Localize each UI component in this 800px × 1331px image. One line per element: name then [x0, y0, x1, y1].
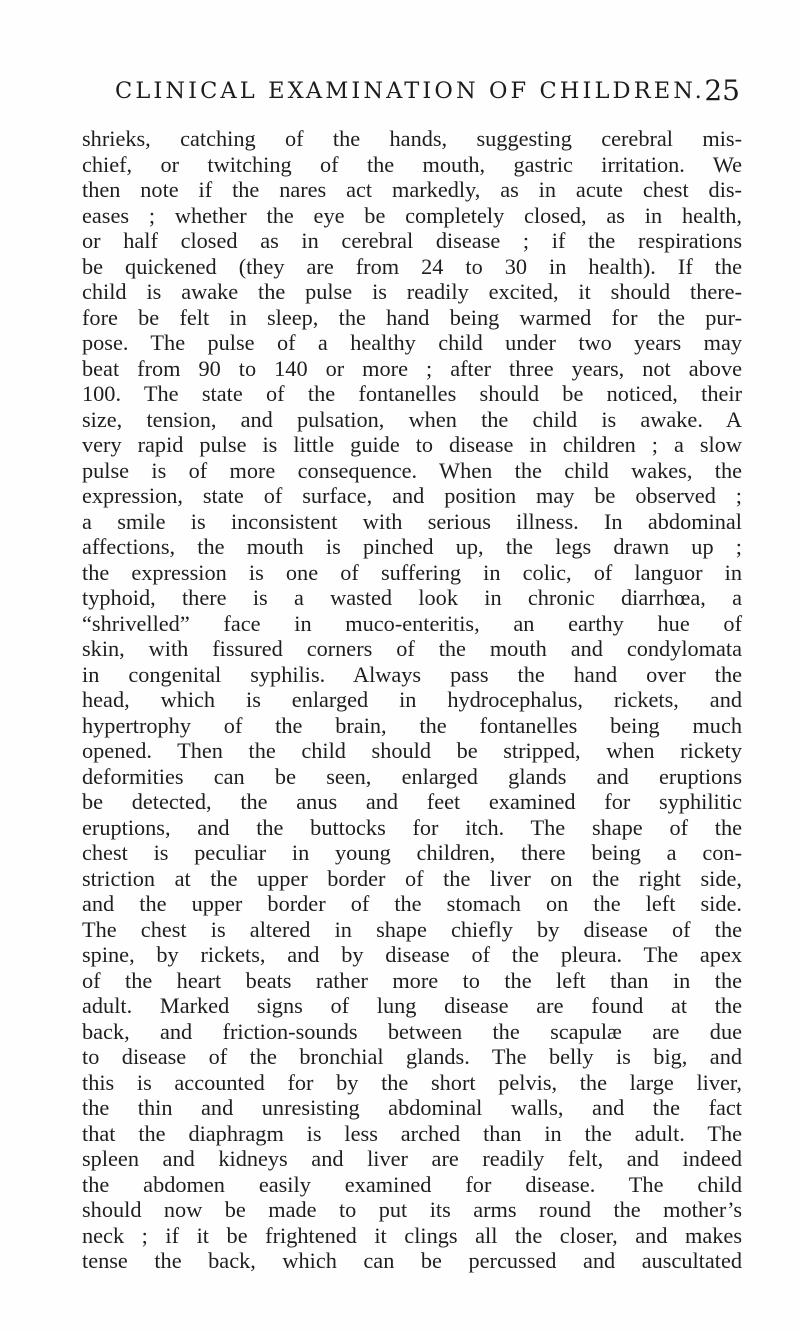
text-line: and the upper border of the stomach on the left side. [82, 891, 742, 916]
text-line: in congenital syphilis. Always pass the hand over the [82, 661, 742, 687]
text-line: expression, state of surface, and position may be observed ; [82, 483, 742, 508]
text-line: affections, the mouth is pinched up, the legs drawn up ; [82, 534, 742, 559]
text-line: neck ; if it be frightened it clings all the closer, and makes [82, 1222, 742, 1248]
text-line: a smile is inconsistent with serious illness. In abdominal [82, 508, 742, 534]
text-line: beat from 90 to 140 or more ; after three years, not above [82, 355, 742, 381]
text-line: chief, or twitching of the mouth, gastric irritation. We [82, 151, 742, 177]
text-line: head, which is enlarged in hydrocephalus, rickets, and [82, 687, 742, 712]
text-line: to disease of the bronchial glands. The belly is big, and [82, 1044, 742, 1069]
text-line: adult. Marked signs of lung disease are found at the [82, 993, 742, 1018]
text-line: fore be felt in sleep, the hand being warmed for the pur- [82, 304, 742, 330]
text-line: then note if the nares act markedly, as in acute chest dis- [82, 177, 742, 202]
text-line: eruptions, and the buttocks for itch. The shape of the [82, 814, 742, 840]
running-head [100, 76, 740, 110]
text-line: this is accounted for by the short pelvis, the large liver, [82, 1069, 742, 1095]
text-line: should now be made to put its arms round the mother’s [82, 1197, 742, 1222]
text-line: the thin and unresisting abdominal walls, and the fact [82, 1095, 742, 1120]
text-line: 100. The state of the fontanelles should be noticed, their [82, 381, 742, 406]
text-line: striction at the upper border of the liver on the right side, [82, 865, 742, 891]
text-line: tense the back, which can be percussed and auscultated [82, 1248, 742, 1273]
text-line: opened. Then the child should be stripped, when rickety [82, 738, 742, 763]
text-line: very rapid pulse is little guide to disease in children ; a slow [82, 432, 742, 457]
running-title: CLINICAL EXAMINATION OF CHILDREN. [115, 78, 705, 104]
text-line: deformities can be seen, enlarged glands and eruptions [82, 763, 742, 789]
text-line: size, tension, and pulsation, when the child is awake. A [82, 406, 742, 432]
text-line: of the heart beats rather more to the left than in the [82, 967, 742, 993]
body-paragraph [82, 126, 742, 1274]
text-line: spleen and kidneys and liver are readily felt, and indeed [82, 1146, 742, 1171]
text-line: skin, with fissured corners of the mouth and condylomata [82, 636, 742, 661]
text-line: the expression is one of suffering in colic, of languor in [82, 559, 742, 585]
text-line: hypertrophy of the brain, the fontanelles being much [82, 712, 742, 738]
text-line: child is awake the pulse is readily excited, it should there- [82, 279, 742, 304]
text-line: back, and friction-sounds between the scapulæ are due [82, 1018, 742, 1044]
text-line: or half closed as in cerebral disease ; if the respirations [82, 228, 742, 253]
text-line: The chest is altered in shape chiefly by disease of the [82, 916, 742, 942]
text-line: be quickened (they are from 24 to 30 in health). If the [82, 253, 742, 279]
text-line: “shrivelled” face in muco-enteritis, an earthy hue of [82, 610, 742, 636]
text-line: be detected, the anus and feet examined for syphilitic [82, 789, 742, 814]
text-line: the abdomen easily examined for disease. The child [82, 1171, 742, 1197]
text-line: that the diaphragm is less arched than in the adult. The [82, 1120, 742, 1146]
text-line: typhoid, there is a wasted look in chronic diarrhœa, a [82, 585, 742, 610]
text-line: eases ; whether the eye be completely closed, as in health, [82, 202, 742, 228]
text-line: chest is peculiar in young children, there being a con- [82, 840, 742, 865]
text-line: spine, by rickets, and by disease of the pleura. The apex [82, 942, 742, 967]
text-line: pose. The pulse of a healthy child under two years may [82, 330, 742, 355]
page-number: 25 [704, 74, 740, 107]
text-line: shrieks, catching of the hands, suggesting cerebral mis- [82, 126, 742, 151]
text-line: pulse is of more consequence. When the child wakes, the [82, 457, 742, 483]
